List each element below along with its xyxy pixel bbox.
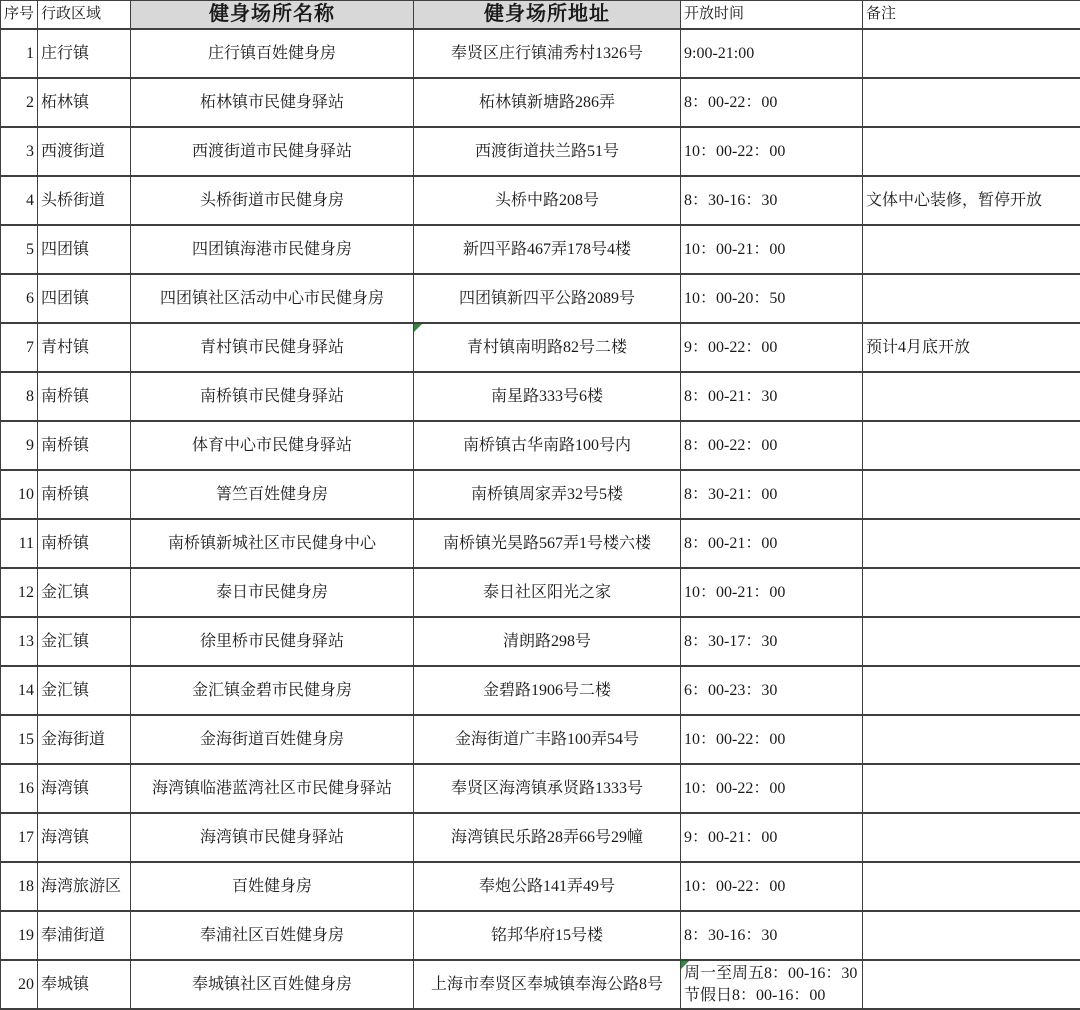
cell-num: 8 [1,372,38,421]
cell-num: 13 [1,617,38,666]
cell-note [863,421,1080,470]
cell-region: 金汇镇 [38,568,131,617]
cell-num: 15 [1,715,38,764]
table-row [1,960,1080,1009]
cell-name: 百姓健身房 [131,862,414,911]
cell-name: 海湾镇市民健身驿站 [131,813,414,862]
cell-address: 奉贤区海湾镇承贤路1333号 [414,764,681,813]
header-cell-num: 序号 [1,1,38,30]
cell-name: 体育中心市民健身驿站 [131,421,414,470]
cell-address: 海湾镇民乐路28弄66号29幢 [414,813,681,862]
cell-num: 17 [1,813,38,862]
cell-note [863,666,1080,715]
cell-note [863,78,1080,127]
table-row [1,274,1080,323]
cell-note [863,862,1080,911]
cell-num: 4 [1,176,38,225]
cell-time: 8：30-21：00 [681,470,863,519]
cell-time: 8：30-16：30 [681,176,863,225]
cell-note: 文体中心装修，暂停开放 [863,176,1080,225]
cell-name: 青村镇市民健身驿站 [131,323,414,372]
cell-address: 奉炮公路141弄49号 [414,862,681,911]
cell-region: 南桥镇 [38,372,131,421]
cell-region: 金海街道 [38,715,131,764]
cell-name: 四团镇社区活动中心市民健身房 [131,274,414,323]
table-header-row [1,1,1080,30]
table-row [1,862,1080,911]
cell-region: 金汇镇 [38,617,131,666]
cell-name: 西渡街道市民健身驿站 [131,127,414,176]
table-row [1,470,1080,519]
table-row [1,617,1080,666]
cell-region: 柘林镇 [38,78,131,127]
cell-time: 10：00-20：50 [681,274,863,323]
cell-name: 头桥街道市民健身房 [131,176,414,225]
cell-address: 金碧路1906号二楼 [414,666,681,715]
cell-time: 10：00-22：00 [681,862,863,911]
cell-time: 9：00-22：00 [681,323,863,372]
table-row [1,911,1080,960]
header-cell-address: 健身场所地址 [414,1,681,30]
cell-address: 金海街道广丰路100弄54号 [414,715,681,764]
cell-num: 11 [1,519,38,568]
cell-note [863,372,1080,421]
cell-region: 金汇镇 [38,666,131,715]
cell-name: 箐竺百姓健身房 [131,470,414,519]
cell-region: 海湾镇 [38,764,131,813]
table-row [1,176,1080,225]
cell-num: 5 [1,225,38,274]
cell-time: 10：00-22：00 [681,715,863,764]
table-row [1,78,1080,127]
cell-note [863,813,1080,862]
header-cell-note: 备注 [863,1,1080,30]
cell-num: 20 [1,960,38,1009]
cell-num: 2 [1,78,38,127]
cell-num: 19 [1,911,38,960]
cell-num: 16 [1,764,38,813]
cell-time: 周一至周五8：00-16：30节假日8：00-16：00 [681,960,863,1009]
cell-time: 8：30-16：30 [681,911,863,960]
table-row [1,666,1080,715]
cell-note [863,911,1080,960]
cell-region: 奉浦街道 [38,911,131,960]
cell-name: 金海街道百姓健身房 [131,715,414,764]
cell-name: 奉城镇社区百姓健身房 [131,960,414,1009]
table-row [1,568,1080,617]
table-body [1,29,1080,1009]
cell-num: 10 [1,470,38,519]
cell-time: 10：00-21：00 [681,225,863,274]
cell-region: 四团镇 [38,225,131,274]
cell-name: 徐里桥市民健身驿站 [131,617,414,666]
cell-note [863,225,1080,274]
cell-name: 四团镇海港市民健身房 [131,225,414,274]
cell-time: 8：30-17：30 [681,617,863,666]
cell-note [863,29,1080,78]
cell-address: 奉贤区庄行镇浦秀村1326号 [414,29,681,78]
header-cell-name: 健身场所名称 [131,1,414,30]
cell-region: 四团镇 [38,274,131,323]
cell-region: 奉城镇 [38,960,131,1009]
cell-time: 10：00-21：00 [681,568,863,617]
cell-name: 金汇镇金碧市民健身房 [131,666,414,715]
header-cell-region: 行政区域 [38,1,131,30]
table-row [1,764,1080,813]
cell-note [863,274,1080,323]
cell-num: 3 [1,127,38,176]
cell-name: 奉浦社区百姓健身房 [131,911,414,960]
green-corner-marker-icon [681,961,689,969]
cell-address: 青村镇南明路82号二楼 [414,323,681,372]
cell-note: 预计4月底开放 [863,323,1080,372]
cell-name: 庄行镇百姓健身房 [131,29,414,78]
table-row [1,421,1080,470]
cell-address: 柘林镇新塘路286弄 [414,78,681,127]
cell-name: 泰日市民健身房 [131,568,414,617]
cell-address: 南桥镇周家弄32号5楼 [414,470,681,519]
cell-num: 14 [1,666,38,715]
cell-time: 9：00-21：00 [681,813,863,862]
table-row [1,519,1080,568]
cell-address: 四团镇新四平公路2089号 [414,274,681,323]
table-row [1,372,1080,421]
cell-address: 南桥镇光昊路567弄1号楼六楼 [414,519,681,568]
header-cell-time: 开放时间 [681,1,863,30]
cell-name: 柘林镇市民健身驿站 [131,78,414,127]
green-corner-marker-icon [414,324,422,332]
table-row [1,127,1080,176]
cell-note [863,127,1080,176]
cell-time: 10：00-22：00 [681,127,863,176]
table-row [1,813,1080,862]
cell-region: 西渡街道 [38,127,131,176]
cell-note [863,715,1080,764]
cell-region: 南桥镇 [38,470,131,519]
cell-region: 头桥街道 [38,176,131,225]
cell-num: 18 [1,862,38,911]
cell-note [863,519,1080,568]
cell-address: 上海市奉贤区奉城镇奉海公路8号 [414,960,681,1009]
cell-name: 南桥镇市民健身驿站 [131,372,414,421]
cell-time: 8：00-21：00 [681,519,863,568]
cell-region: 海湾镇 [38,813,131,862]
cell-region: 庄行镇 [38,29,131,78]
cell-num: 6 [1,274,38,323]
cell-note [863,960,1080,1009]
cell-time: 8：00-22：00 [681,421,863,470]
cell-note [863,617,1080,666]
cell-time: 6：00-23：30 [681,666,863,715]
cell-address: 南星路333号6楼 [414,372,681,421]
table-row [1,715,1080,764]
cell-note [863,764,1080,813]
table-row [1,225,1080,274]
cell-address: 头桥中路208号 [414,176,681,225]
cell-num: 7 [1,323,38,372]
cell-name: 南桥镇新城社区市民健身中心 [131,519,414,568]
cell-region: 南桥镇 [38,421,131,470]
cell-address: 西渡街道扶兰路51号 [414,127,681,176]
cell-address: 泰日社区阳光之家 [414,568,681,617]
cell-address: 新四平路467弄178号4楼 [414,225,681,274]
cell-time: 10：00-22：00 [681,764,863,813]
table-row [1,29,1080,78]
cell-address: 南桥镇古华南路100号内 [414,421,681,470]
cell-note [863,568,1080,617]
cell-time: 8：00-22：00 [681,78,863,127]
cell-region: 青村镇 [38,323,131,372]
cell-num: 12 [1,568,38,617]
cell-time: 8：00-21：30 [681,372,863,421]
cell-region: 海湾旅游区 [38,862,131,911]
cell-name: 海湾镇临港蓝湾社区市民健身驿站 [131,764,414,813]
cell-address: 清朗路298号 [414,617,681,666]
table-row [1,323,1080,372]
cell-num: 9 [1,421,38,470]
cell-time: 9:00-21:00 [681,29,863,78]
cell-region: 南桥镇 [38,519,131,568]
cell-note [863,470,1080,519]
cell-num: 1 [1,29,38,78]
cell-address: 铭邦华府15号楼 [414,911,681,960]
